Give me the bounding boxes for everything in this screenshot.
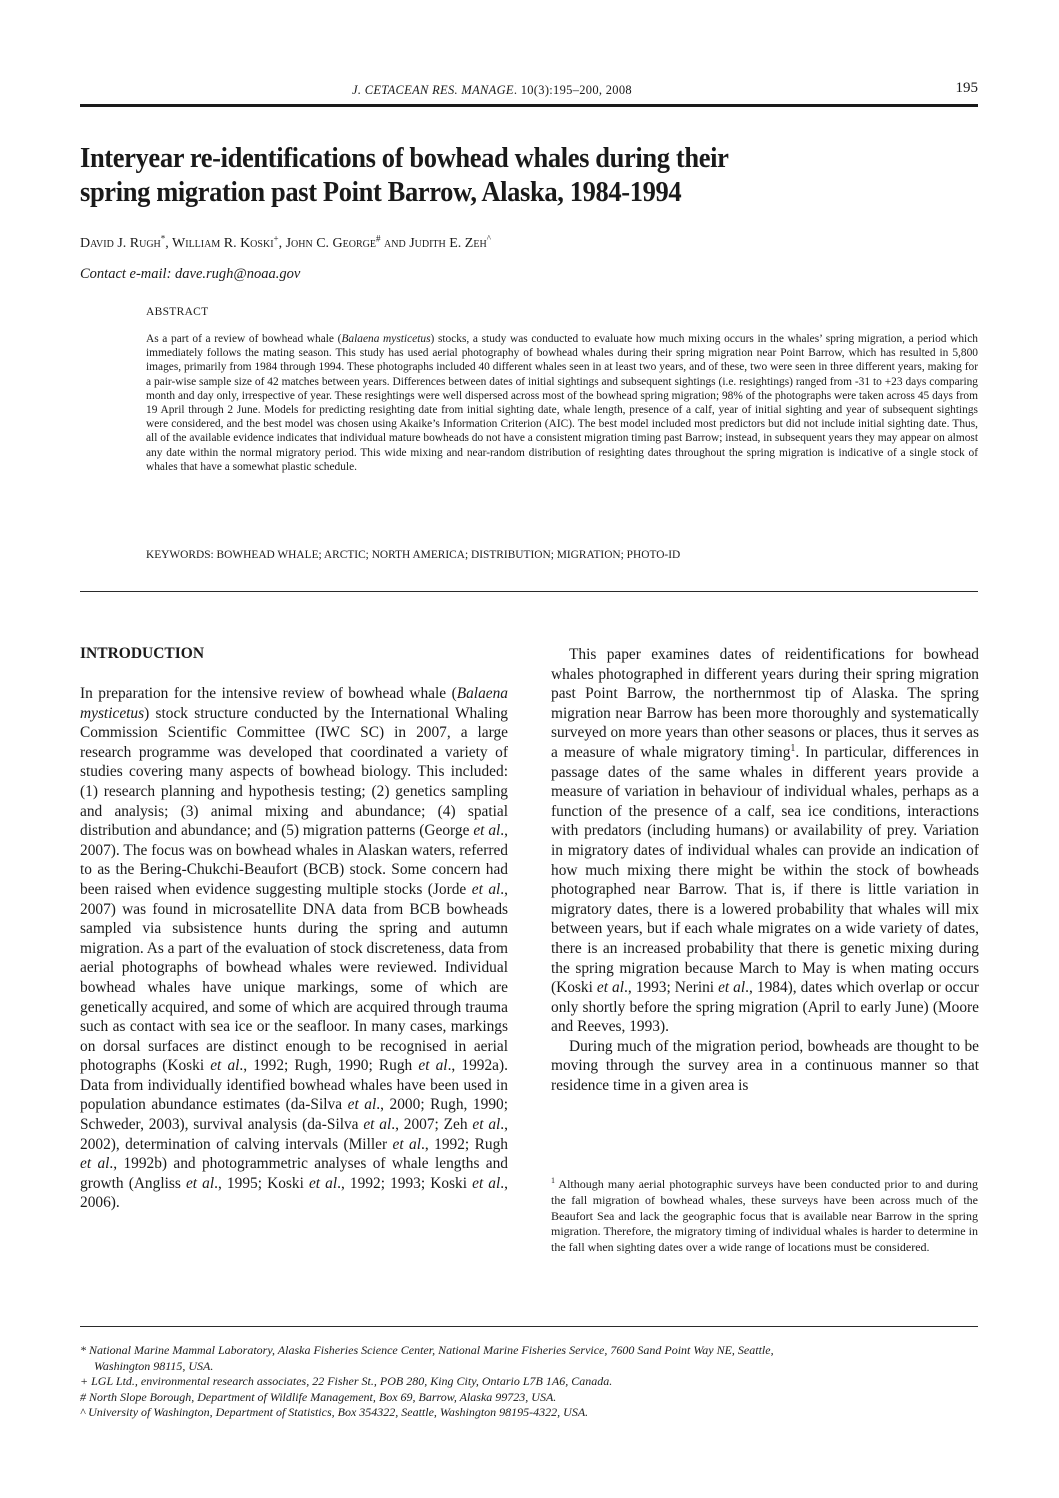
- body-text: ., 2007). The focus was on bowhead whales in Alaskan waters, referred to as the Bering-Chukchi-Beaufort (BCB) stock. Some concern had been raised when evidence suggesting multiple stocks (Jorde: [80, 822, 508, 898]
- author-name: David J. Rugh: [80, 236, 161, 251]
- author-separator: ,: [165, 236, 173, 251]
- italic-text: et al: [80, 1155, 110, 1173]
- body-text: ., 2007) was found in microsatellite DNA data from BCB bowheads sampled via subsistence hunts during the spring and autumn migration. As a part of the evaluation of stock discreteness, data from aerial photographs of bowhead whales were reviewed. Individual bowhead whales have unique markings, some of which are genetically acquired, and some of which are acquired through trauma such as contact with sea ice or the seafloor. In many cases, markings on dorsal surfaces are distinct enough to be recognised in aerial photographs (Koski: [80, 880, 508, 1075]
- body-text: ., 1992; Rugh: [421, 1135, 508, 1153]
- author-separator: and: [380, 236, 410, 251]
- affiliation-item: + LGL Ltd., environmental research associates, 22 Fisher St., POB 280, King City, Ontario L7B 1A6, Canada.: [80, 1374, 613, 1388]
- body-text: ., 2002), determination of calving intervals (Miller: [80, 1116, 508, 1153]
- footnote-ref: 1: [790, 742, 796, 754]
- affiliation-item: * National Marine Mammal Laboratory, Alaska Fisheries Science Center, National Marine Fisheries Service, 7600 Sand Point Way NE, Seattle,: [80, 1343, 774, 1357]
- paper-title: [80, 142, 898, 210]
- title-line-1: Interyear re-identifications of bowhead whales during their: [80, 143, 729, 174]
- affiliations: [80, 1343, 978, 1421]
- author-separator: ,: [278, 236, 286, 251]
- abstract-body: [146, 332, 978, 474]
- italic-text: et al: [363, 1116, 392, 1134]
- italic-text: et al: [472, 1174, 501, 1192]
- italic-text: et al: [392, 1135, 422, 1153]
- body-text: ., 1992b) and photogrammetric analyses of whale lengths and growth (Angliss: [80, 1155, 508, 1192]
- body-text: . In particular, differences in passage dates of the same whales in different years provide a measure of variation in behaviour of individual whales, perhaps as a function of the presence of a calf, sea ice conditions, interactions with predators (including humans) or availability of prey. Variation in migratory dates of individual whales can provide an indication of how much mixing there might be within the stock of bowheads photographed near Barrow. That is, if there is little variation in migratory dates, there is a lowered probability that whales will mix between years, but if each whale migrates on a wide variety of dates, there is an increased probability that there is genetic mixing during the spring migration because March to May is when mating occurs (Koski: [551, 743, 979, 997]
- running-head: [80, 80, 978, 107]
- author-name: William R. Koski: [172, 236, 274, 251]
- body-text: ., 1992; 1993; Koski: [337, 1174, 473, 1192]
- body-text: ., 1992; Rugh, 1990; Rugh: [239, 1057, 419, 1075]
- intro-paragraph-2: [551, 645, 979, 1037]
- italic-text: et al: [472, 1116, 501, 1134]
- italic-text: et al: [418, 1057, 448, 1075]
- body-text: ., 1984), dates which overlap or occur only shortly before the spring migration (April to early June) (Moore and Reeves, 1993).: [551, 979, 980, 1036]
- species-name: Balaena mysticetus: [341, 333, 431, 345]
- affiliation-mark: #: [376, 233, 381, 244]
- affiliation-mark: *: [160, 233, 166, 244]
- footnote-text: Although many aerial photographic surveys have been conducted prior to and during the fall migration of bowhead whales, these surveys have been across much of the Beaufort Sea and lack the geographic focus that is available near Barrow in the spring migration. Therefore, the migratory timing of individual whales is harder to determine in the fall when sighting dates over a wide range of locations must be considered.: [551, 1177, 978, 1255]
- right-column: [551, 645, 979, 1096]
- abstract-heading: ABSTRACT: [146, 306, 209, 318]
- italic-text: et al: [347, 1096, 377, 1114]
- italic-text: et al: [718, 979, 746, 997]
- journal-name: J. CETACEAN RES. MANAGE: [352, 83, 514, 97]
- affiliation-continuation: Washington 98115, USA.: [94, 1358, 214, 1373]
- body-text: In preparation for the intensive review of bowhead whale (: [80, 685, 457, 702]
- italic-text: et al: [308, 1174, 338, 1192]
- journal-volume: . 10(3):195–200, 2008: [513, 83, 632, 97]
- italic-text: Balaena mysticetus: [80, 685, 508, 722]
- journal-citation: [352, 83, 632, 98]
- author-list: [80, 233, 491, 252]
- title-line-2: spring migration past Point Barrow, Alaska, 1984-1994: [80, 177, 682, 208]
- body-text: This paper examines dates of reidentifications for bowhead whales photographed in different years during their spring migration past Point Barrow, the northernmost tip of Alaska. The spring migration near Barrow has been more thoroughly and systematically surveyed on more years than other seasons or places, thus it serves as a measure of whale migratory timing: [551, 646, 979, 761]
- intro-paragraph-1: [80, 684, 508, 1213]
- affiliation-item: # North Slope Borough, Department of Wildlife Management, Box 69, Barrow, Alaska 99723, USA.: [80, 1389, 557, 1404]
- abstract-text: ) stocks, a study was conducted to evaluate how much mixing occurs in the whales’ spring migration, a period which immediately follows the mating season. This study has used aerial photography of bowhead whales during their spring migration near Point Barrow, which has resulted in 5,800 images, primarily from 1984 through 1994. These photographs included 40 different whales seen in at least two years, and of these, two were seen in three different years, making for a pair-wise sample size of 42 matches between years. Differences between dates of initial sightings and subsequent sightings (i.e. resightings) ranged from -31 to +23 days comparing month and day only, irrespective of year. These resightings were well dispersed across most of the bowhead spring migration; 98% of the photographs were taken across 45 days from 19 April through 2 June. Models for predicting resighting date from initial sighting date, whale length, presence of a calf, year of initial sighting and year of subsequent sightings were considered, and the best model was chosen using Akaike’s Information Criterion (AIC). The best model included most predictors but did not include initial sighting date. Thus, all of the available evidence indicates that individual mature bowheads do not have a consistent migration timing past Barrow; instead, in subsequent years they may appear on almost any date within the normal migratory period. This wide mixing and near-random distribution of resighting dates throughout the spring migration is indicative of a single stock of whales that have a somewhat plastic schedule.: [146, 333, 978, 473]
- keywords: KEYWORDS: BOWHEAD WHALE; ARCTIC; NORTH AMERICA; DISTRIBUTION; MIGRATION; PHOTO-ID: [146, 549, 681, 561]
- italic-text: et al: [471, 880, 501, 898]
- italic-text: et al: [596, 979, 624, 997]
- body-text: ., 1992a). Data from individually identified bowhead whales have been used in population abundance estimates (da-Silva: [80, 1057, 508, 1114]
- italic-text: et al: [210, 1057, 240, 1075]
- italic-text: et al: [185, 1174, 215, 1192]
- abstract-divider: [80, 591, 978, 592]
- affiliation-mark: +: [273, 233, 279, 244]
- footnote-1: [551, 1177, 978, 1256]
- page-number: 195: [955, 80, 978, 96]
- body-text: ., 2006).: [80, 1174, 508, 1212]
- section-heading-introduction: INTRODUCTION: [80, 645, 205, 662]
- body-text: ., 1995; Koski: [214, 1174, 309, 1192]
- body-text: ) stock structure conducted by the International Whaling Commission Scientific Committee (IWC SC) in 2007, a large research programme was developed that coordinated a variety of studies covering many aspects of bowhead biology. This included: (1) research planning and hypothesis testing; (2) genetics sampling and analysis; (3) animal mixing and abundance; (4) spatial distribution and abundance; and (5) migration patterns (George: [80, 704, 508, 840]
- affiliations-divider: [80, 1326, 978, 1327]
- footnote-mark: 1: [551, 1176, 555, 1185]
- body-text: ., 1993; Nerini: [624, 979, 719, 997]
- body-text: ., 2000; Rugh, 1990; Schweder, 2003), survival analysis (da-Silva: [80, 1096, 508, 1134]
- author-name: John C. George: [285, 236, 377, 251]
- italic-text: et al: [473, 822, 501, 840]
- affiliation-item: ^ University of Washington, Department of Statistics, Box 354322, Seattle, Washington 98195-4322, USA.: [80, 1405, 589, 1419]
- author-name: Judith E. Zeh: [409, 236, 487, 251]
- left-column: [80, 684, 508, 1213]
- intro-paragraph-3: During much of the migration period, bowheads are thought to be moving through the survey area in a continuous manner so that residence time in a given area is: [551, 1037, 979, 1095]
- abstract-text: As a part of a review of bowhead whale (: [146, 333, 342, 345]
- affiliation-mark: ^: [486, 233, 491, 244]
- contact-email[interactable]: Contact e-mail: dave.rugh@noaa.gov: [80, 266, 301, 282]
- body-text: ., 2007; Zeh: [391, 1116, 473, 1134]
